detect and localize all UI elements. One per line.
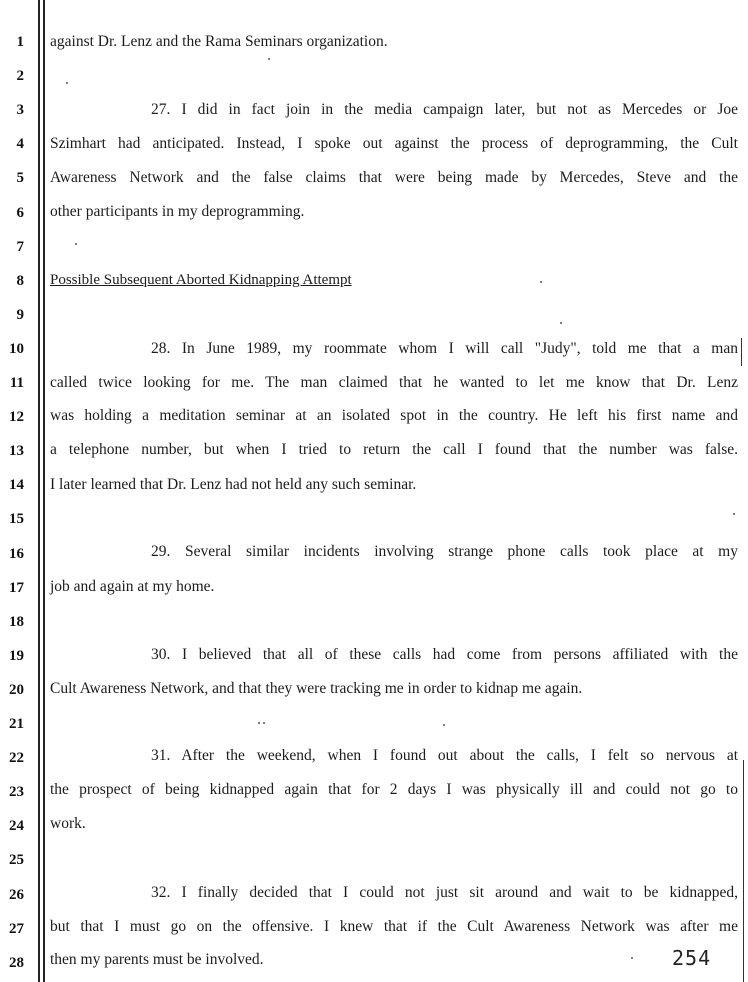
line-number: 7 [16, 238, 24, 255]
line-number: 2 [16, 68, 24, 85]
scan-speck [66, 82, 68, 84]
margin-rule-left-inner [43, 0, 45, 982]
line-number: 6 [16, 204, 24, 221]
page-number: 254 [672, 946, 712, 970]
line-number: 11 [9, 375, 24, 391]
paragraph-28-line-2: called twice looking for me. The man claimed that he wanted to let me know that Dr. Lenz [50, 374, 738, 391]
scan-speck [631, 957, 633, 959]
scan-speck [75, 243, 77, 245]
line-number: 23 [9, 784, 24, 801]
line-number: 8 [16, 272, 24, 289]
line-number: 25 [9, 852, 24, 869]
line-number: 5 [16, 170, 24, 187]
paragraph-27-line-3: Awareness Network and the false claims that were being made by Mercedes, Steve and the [50, 169, 738, 186]
line-number: 15 [9, 511, 24, 528]
paragraph-28-line-3: was holding a meditation seminar at an isolated spot in the country. He left his first name and [50, 407, 738, 424]
line-number: 20 [9, 681, 24, 698]
scan-speck [443, 724, 445, 726]
line-number: 17 [9, 579, 24, 596]
line-number: 3 [16, 102, 24, 119]
line-number: 13 [9, 443, 24, 460]
line-number: 27 [9, 920, 24, 937]
paragraph-32-line-1: 32. I finally decided that I could not just sit around and wait to be kidnapped, [151, 884, 738, 901]
line-number: 28 [9, 954, 24, 971]
scan-speck [268, 58, 270, 60]
paragraph-28-line-4: a telephone number, but when I tried to return the call I found that the number was false. [50, 441, 738, 458]
line-number: 24 [9, 818, 24, 835]
margin-rule-left-outer [38, 0, 40, 982]
paragraph-32-line-2: but that I must go on the offensive. I knew that if the Cult Awareness Network was after me [50, 918, 738, 935]
line-number: 22 [9, 750, 24, 767]
line-number: 16 [9, 545, 24, 562]
paragraph-32-line-3: then my parents must be involved. [50, 951, 264, 968]
margin-rule-right-fragment [741, 338, 742, 366]
paragraph-31-line-1: 31. After the weekend, when I found out about the calls, I felt so nervous at [151, 747, 738, 764]
paragraph-31-line-3: work. [50, 815, 86, 832]
paragraph-27-line-2: Szimhart had anticipated. Instead, I spoke out against the process of deprogramming, the Cult [50, 135, 738, 152]
line-number: 4 [16, 136, 24, 153]
line-number: 21 [9, 716, 24, 732]
paragraph-30-line-2: Cult Awareness Network, and that they were tracking me in order to kidnap me again. [50, 680, 583, 697]
scan-speck [258, 722, 260, 724]
section-heading: Possible Subsequent Aborted Kidnapping Attempt [50, 272, 352, 288]
paragraph-28-line-1: 28. In June 1989, my roommate whom I will call "Judy", told me that a man [151, 340, 738, 357]
paragraph-29-line-1: 29. Several similar incidents involving strange phone calls took place at my [151, 543, 738, 560]
paragraph-29-line-2: job and again at my home. [50, 578, 215, 595]
line-number: 18 [9, 613, 24, 630]
paragraph-27-line-1: 27. I did in fact join in the media campaign later, but not as Mercedes or Joe [151, 101, 738, 118]
line-number: 9 [16, 306, 24, 323]
paragraph-30-line-1: 30. I believed that all of these calls had come from persons affiliated with the [151, 646, 738, 663]
line-number: 1 [16, 34, 24, 50]
scan-speck [560, 322, 562, 324]
paragraph-31-line-2: the prospect of being kidnapped again that for 2 days I was physically ill and could not go to [50, 781, 738, 798]
paragraph-28-line-5: I later learned that Dr. Lenz had not held any such seminar. [50, 476, 417, 493]
text-line-1: against Dr. Lenz and the Rama Seminars organization. [50, 33, 388, 50]
line-number: 12 [9, 409, 24, 426]
scan-speck [540, 281, 542, 283]
line-number: 14 [9, 477, 24, 494]
scan-speck [263, 722, 265, 724]
paragraph-27-line-4: other participants in my deprogramming. [50, 203, 305, 220]
line-number: 19 [9, 647, 24, 664]
scan-speck [733, 513, 735, 515]
line-number: 26 [9, 886, 24, 903]
margin-rule-right [743, 760, 744, 982]
line-number: 10 [9, 340, 24, 357]
